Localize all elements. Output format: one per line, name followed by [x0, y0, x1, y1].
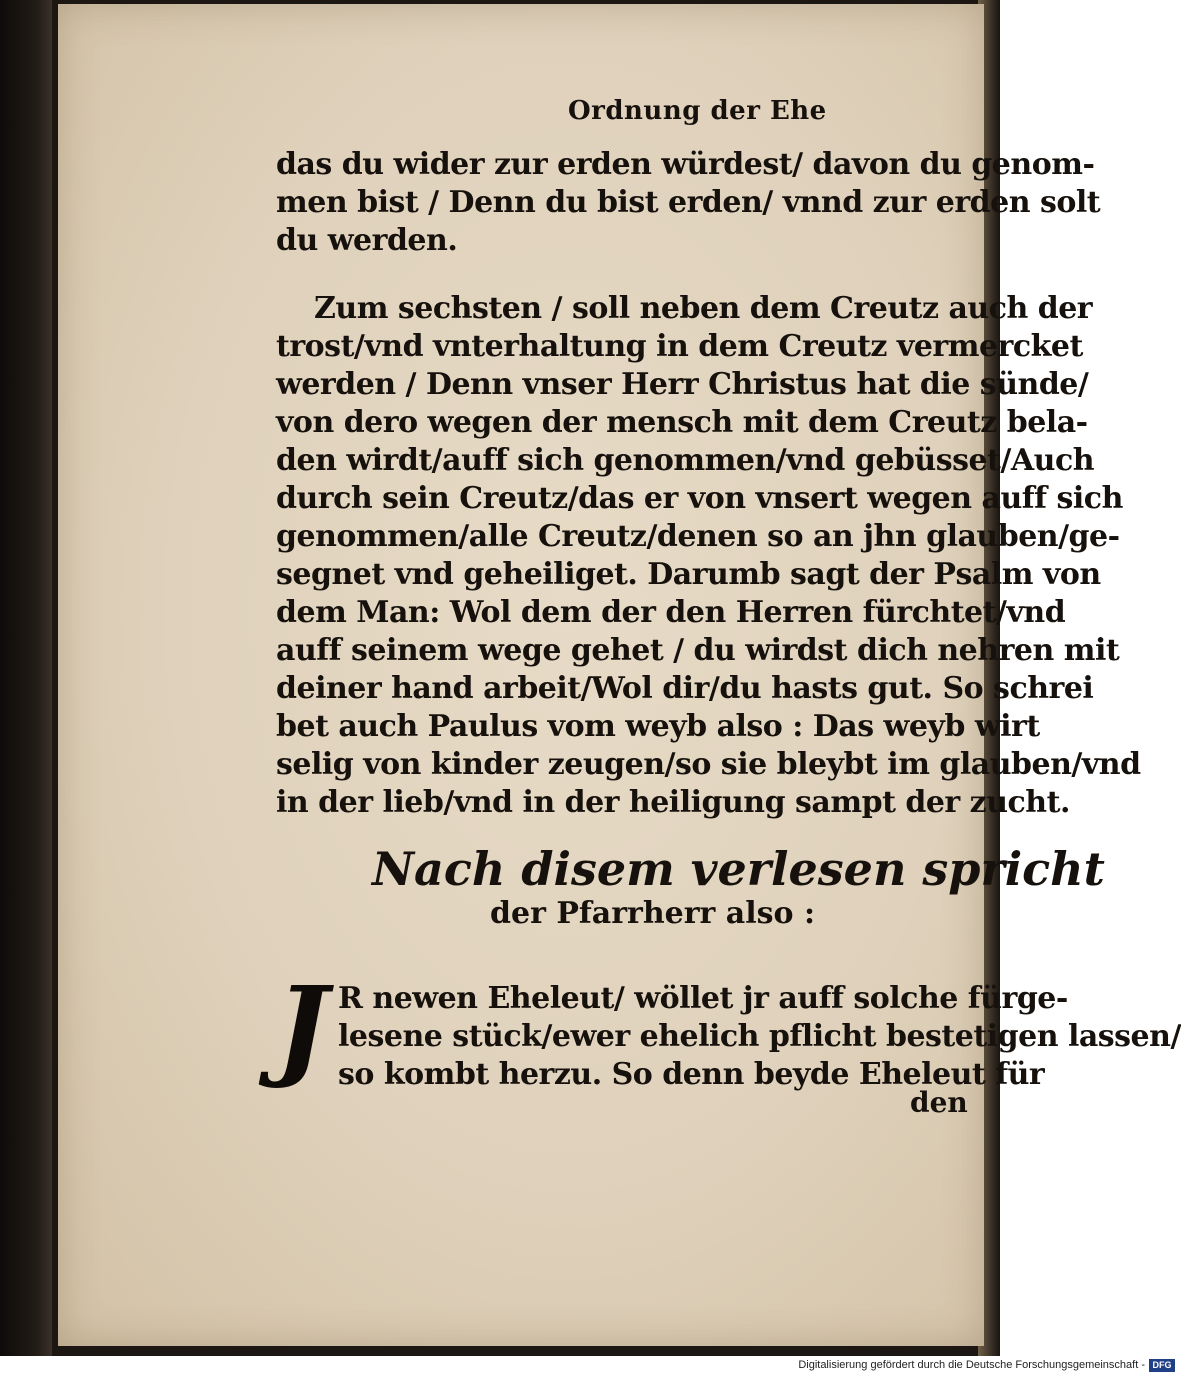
paragraph-2-line: werden / Denn vnser Herr Christus hat die sünde/	[276, 367, 1089, 402]
paragraph-1-line: men bist / Denn du bist erden/ vnnd zur erden solt	[276, 185, 1101, 220]
catchword: den	[910, 1086, 968, 1119]
book-spine	[0, 0, 52, 1356]
paragraph-2-line: dem Man: Wol dem der den Herren fürchtet/vnd	[276, 595, 1066, 630]
paragraph-1-line: das du wider zur erden würdest/ davon du genom-	[276, 147, 1095, 182]
paragraph-2-line: trost/vnd vnterhaltung in dem Creutz vermercket	[276, 329, 1083, 364]
paragraph-2-line: genommen/alle Creutz/denen so an jhn glauben/ge-	[276, 519, 1120, 554]
funding-credit: Digitalisierung gefördert durch die Deutsche Forschungsgemeinschaft -	[798, 1359, 1145, 1371]
dfg-logo-icon: DFG	[1149, 1359, 1175, 1372]
running-header: Ordnung der Ehe	[568, 96, 827, 126]
paragraph-3-line: so kombt herzu. So denn beyde Eheleut für	[338, 1057, 1045, 1092]
page-sheet	[58, 4, 1181, 1346]
paragraph-3-line: R newen Eheleut/ wöllet jr auff solche fürge-	[338, 981, 1068, 1016]
paragraph-2-line: deiner hand arbeit/Wol dir/du hasts gut. So schrei	[276, 671, 1094, 706]
paragraph-2-line: durch sein Creutz/das er von vnsert wegen auff sich	[276, 481, 1123, 516]
text-block	[276, 4, 1181, 1346]
paragraph-2-line: bet auch Paulus vom weyb also : Das weyb wirt	[276, 709, 1040, 744]
paragraph-2-line: von dero wegen der mensch mit dem Creutz bela-	[276, 405, 1088, 440]
paragraph-3-line: lesene stück/ewer ehelich pflicht bestetigen lassen/	[338, 1019, 1181, 1054]
paragraph-1-line: du werden.	[276, 223, 458, 258]
paragraph-2-line: segnet vnd geheiliget. Darumb sagt der Psalm von	[276, 557, 1101, 592]
paragraph-2-line: selig von kinder zeugen/so sie bleybt im glauben/vnd	[276, 747, 1141, 782]
section-heading: Nach disem verlesen spricht	[372, 842, 1105, 896]
paragraph-2-line: den wirdt/auff sich genommen/vnd gebüsset/Auch	[276, 443, 1095, 478]
drop-cap-initial: J	[276, 962, 329, 1091]
paragraph-2-line: auff seinem wege gehet / du wirdst dich nehren mit	[276, 633, 1120, 668]
paragraph-2-line: Zum sechsten / soll neben dem Creutz auch der	[314, 291, 1093, 326]
paragraph-2-line: in der lieb/vnd in der heiligung sampt der zucht.	[276, 785, 1070, 820]
section-subheading: der Pfarrherr also :	[490, 896, 816, 931]
